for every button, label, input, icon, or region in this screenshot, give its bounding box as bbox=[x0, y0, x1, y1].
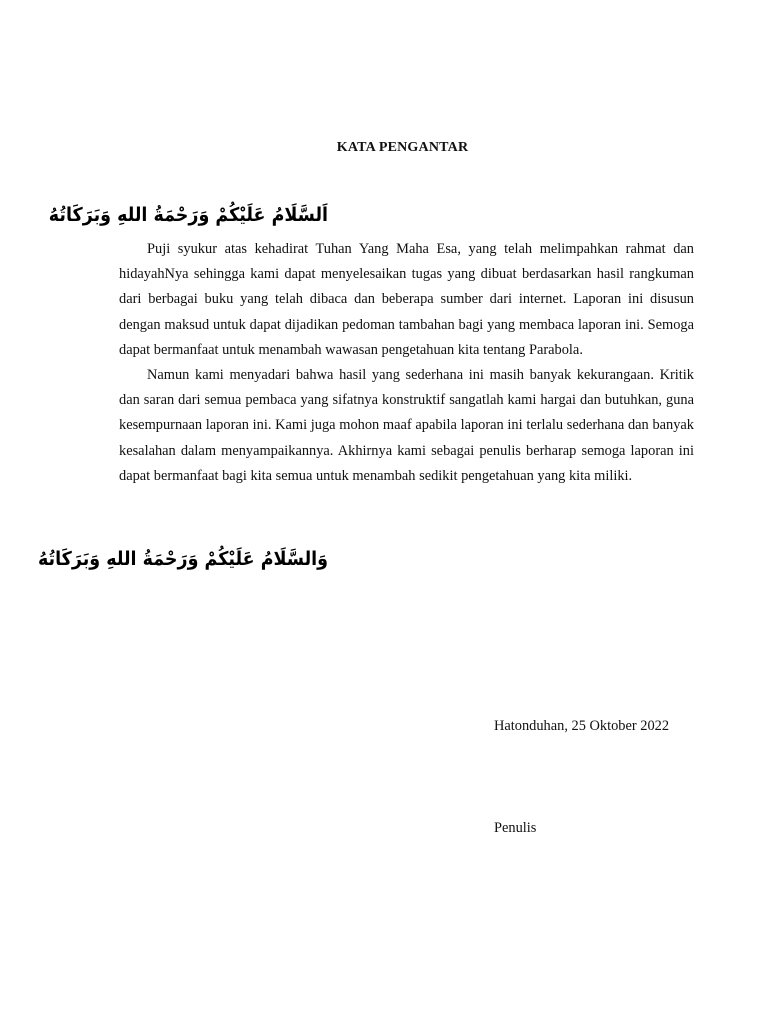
document-body bbox=[119, 237, 694, 489]
place-and-date: Hatonduhan, 25 Oktober 2022 bbox=[494, 718, 670, 734]
opening-greeting-calligraphy: اَلسَّلَامُ عَلَيْكُمْ وَرَحْمَةُ اللهِ وَبَرَكَاتُهُ bbox=[48, 204, 328, 226]
paragraph-1: Puji syukur atas kehadirat Tuhan Yang Maha Esa, yang telah melimpahkan rahmat dan hidayahNya sehingga kami dapat menyelesaikan tugas yang dibuat berdasarkan hasil rangkuman dari berbagai buku yang telah dibaca dan beberapa sumber dari internet. Laporan ini disusun dengan maksud untuk dapat dijadikan pedoman tambahan bagi yang membaca laporan ini. Semoga dapat bermanfaat untuk menambah wawasan pengetahuan kita tentang Parabola. bbox=[119, 241, 694, 358]
paragraph-2: Namun kami menyadari bahwa hasil yang sederhana ini masih banyak kekurangaan. Kritik dan saran dari semua pembaca yang sifatnya konstruktif sangatlah kami hargai dan butuhkan, guna kesempurnaan laporan ini. Kami juga mohon maaf apabila laporan ini terlalu sederhana dan banyak kesalahan dalam menyampaikannya. Akhirnya kami sebagai penulis berharap semoga laporan ini dapat bermanfaat bagi kita semua untuk menambah sedikit pengetahuan yang kita miliki. bbox=[119, 367, 694, 484]
signer-label: Penulis bbox=[494, 820, 537, 836]
page-title: KATA PENGANTAR bbox=[336, 140, 469, 155]
closing-greeting-calligraphy: وَالسَّلَامُ عَلَيْكُمْ وَرَحْمَةُ اللهِ وَبَرَكَاتُهُ bbox=[37, 548, 328, 570]
